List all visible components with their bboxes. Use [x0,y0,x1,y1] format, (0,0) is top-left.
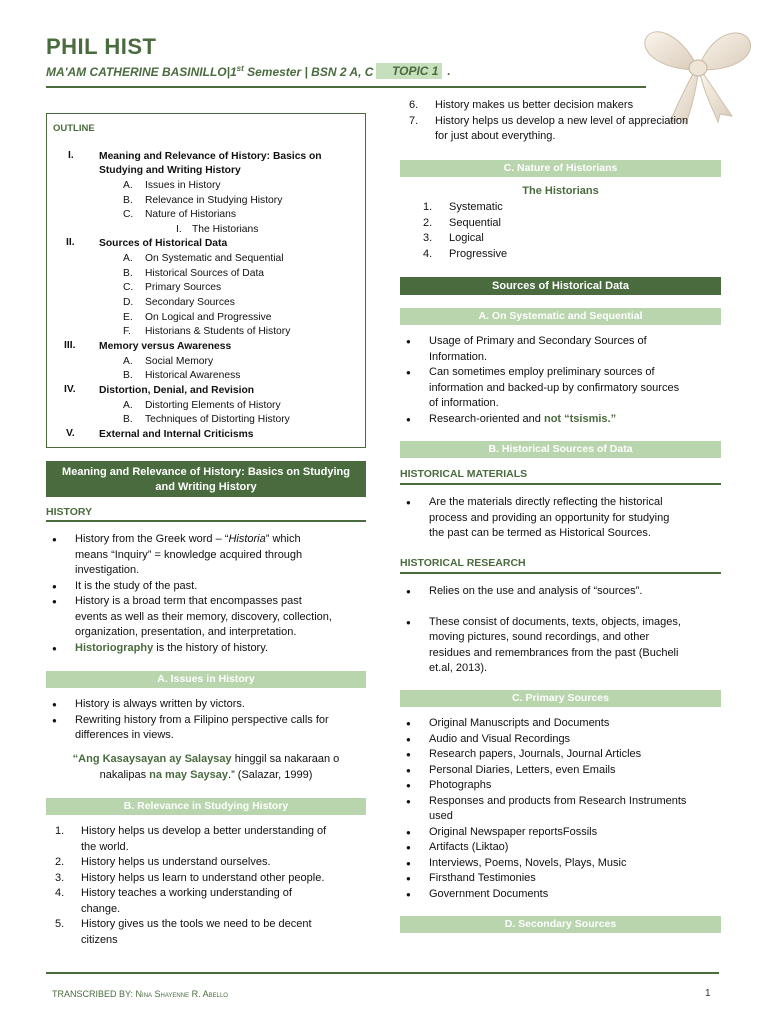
outline-num: I. [68,150,74,161]
outline-item: Techniques of Distorting History [145,414,290,425]
historians-list [423,200,723,262]
outline-item: Relevance in Studying History [145,195,283,206]
outline-item: On Logical and Progressive [145,312,272,323]
research-label: HISTORICAL RESEARCH [400,557,526,569]
outline-item: External and Internal Criticisms [99,429,254,440]
outline-item: Distortion, Denial, and Revision [99,385,255,396]
outline-num: A. [123,356,133,367]
section-banner-issues: A. Issues in History [46,671,366,688]
outline-item: Meaning and Relevance of History: Basics on [99,151,322,162]
outline-item: Historical Awareness [145,370,241,381]
course-subtitle: MA'AM CATHERINE BASINILLO|1st Semester | BSN 2 A, C [46,64,374,79]
outline-item: The Historians [192,224,259,235]
list-item: ● Responses and products from Research Instruments used [405,794,725,825]
materials-bullet-list [405,495,725,542]
outline-item: Studying and Writing History [99,165,241,176]
outline-num: II. [66,237,75,248]
list-item: ● Historiography is the history of history. [51,641,371,657]
outline-num: B. [123,195,133,206]
list-item: ● Photographs [405,778,725,794]
list-item: ● History is always written by victors. [51,697,371,713]
outline-num: F. [123,326,132,337]
relevance-list [55,824,375,948]
list-item: ● Relies on the use and analysis of “sources”. [405,584,725,600]
history-label: HISTORY [46,506,93,518]
footer-rule [46,972,719,974]
list-item: ● Government Documents [405,887,725,903]
page-title: PHIL HIST [46,34,157,59]
list-item: ● Research-oriented and not “tsismis.” [405,412,725,428]
list-item: ● Personal Diaries, Letters, even Emails [405,763,725,779]
list-item: ● Are the materials directly reflecting the historical process and providing an opportunity for studying the past can be termed as Historical Sources. [405,495,725,542]
materials-underline [400,483,721,485]
list-item: ● Audio and Visual Recordings [405,732,725,748]
page-number: 1 [705,988,711,999]
section-banner-sources: Sources of Historical Data [400,277,721,295]
list-item: 4. History teaches a working understanding of change. [55,887,292,915]
outline-num: A. [123,400,133,411]
quote-block: “Ang Kasaysayan ay Salaysay hinggil sa nakaraan o nakalipas na may Saysay.” (Salazar, 1999) [72,753,340,781]
list-item: 2. History helps us understand ourselves. [55,856,271,868]
research-underline [400,572,721,574]
outline-num: C. [123,282,134,293]
section-banner-primary: C. Primary Sources [400,690,721,707]
outline-item: Nature of Historians [145,209,236,220]
list-item: 3. Logical [423,232,484,244]
list-item: ● History from the Greek word – “Historia” which means “Inquiry” = knowledge acquired through investigation. [51,532,371,579]
list-item: ● It is the study of the past. [51,579,371,595]
outline-title: OUTLINE [53,123,95,134]
list-item: ● Usage of Primary and Secondary Sources of Information. [405,334,725,365]
materials-label: HISTORICAL MATERIALS [400,468,528,480]
section-banner-relevance: B. Relevance in Studying History [46,798,366,815]
outline-num: III. [64,340,76,351]
list-item: ● Artifacts (Liktao) [405,840,725,856]
outline-num: B. [123,414,133,425]
history-underline [46,520,366,522]
outline-item: Distorting Elements of History [145,400,281,411]
section-banner-meaning: Meaning and Relevance of History: Basics on Studying and Writing History [46,461,366,497]
outline-num: B. [123,268,133,279]
list-item: 1. History helps us develop a better understanding of the world. [55,825,327,853]
relevance-list-continued [409,98,729,145]
list-item: 4. Progressive [423,247,508,260]
outline-item: Historians & Students of History [145,326,291,337]
footer-credit: TRANSCRIBED BY: Nina Shayenne R. Abello [52,989,228,999]
outline-num: E. [123,312,133,323]
outline-item: Sources of Historical Data [99,238,228,249]
list-item: ● Interviews, Poems, Novels, Plays, Music [405,856,725,872]
outline-num: D. [123,297,134,308]
section-banner-nature: C. Nature of Historians [400,160,721,177]
list-item: ● Can sometimes employ preliminary sources of information and backed-up by confirmatory sources of information. [405,365,725,412]
list-item: 7. History helps us develop a new level of appreciation for just about everything. [409,114,689,142]
outline-item: Issues in History [145,180,221,191]
outline-num: I. [176,224,182,235]
systematic-bullet-list [405,334,725,427]
historians-title: The Historians [522,185,599,197]
section-banner-systematic: A. On Systematic and Sequential [400,308,721,325]
list-item: 2. Sequential [423,216,501,229]
list-item: 3. History helps us learn to understand other people. [55,871,325,884]
outline-item: Primary Sources [145,282,222,293]
list-item: ● Original Manuscripts and Documents [405,716,725,732]
list-item: ● Research papers, Journals, Journal Articles [405,747,725,763]
list-item: 5. History gives us the tools we need to be decent citizens [55,918,312,946]
outline-num: B. [123,370,133,381]
list-item: ● Rewriting history from a Filipino perspective calls for differences in views. [51,713,371,744]
outline-num: C. [123,209,134,220]
section-banner-secondary: D. Secondary Sources [400,916,721,933]
outline-item: Secondary Sources [145,297,235,308]
topic-dot: . [447,64,451,78]
list-item: 1. Systematic [423,201,503,213]
outline-num: A. [123,253,133,264]
section-banner-historical-sources: B. Historical Sources of Data [400,441,721,458]
history-bullet-list [51,532,371,656]
list-item: 6. History makes us better decision makers [409,99,634,111]
list-item: ● Firsthand Testimonies [405,871,725,887]
outline-item: On Systematic and Sequential [145,253,284,264]
issues-bullet-list [51,697,371,744]
outline-item: Memory versus Awareness [99,341,232,352]
outline-num: IV. [64,384,76,395]
primary-bullet-list [405,716,725,902]
list-item: ● These consist of documents, texts, objects, images, moving pictures, sound recordings, and other residues and remembrances from the past (Bucheli et.al, 2013). [405,615,725,677]
list-item: ● Original Newspaper reportsFossils [405,825,725,841]
outline-num: V. [66,428,75,439]
outline-num: A. [123,180,133,191]
research-bullet-list [405,584,725,677]
outline-item: Social Memory [145,356,214,367]
outline-item: Historical Sources of Data [145,268,265,279]
header-rule [46,86,646,88]
list-item: ● History is a broad term that encompasses past events as well as their memory, discovery, collection, organization, presentation, and interpretation. [51,594,371,641]
topic-badge: TOPIC 1 [376,63,442,79]
